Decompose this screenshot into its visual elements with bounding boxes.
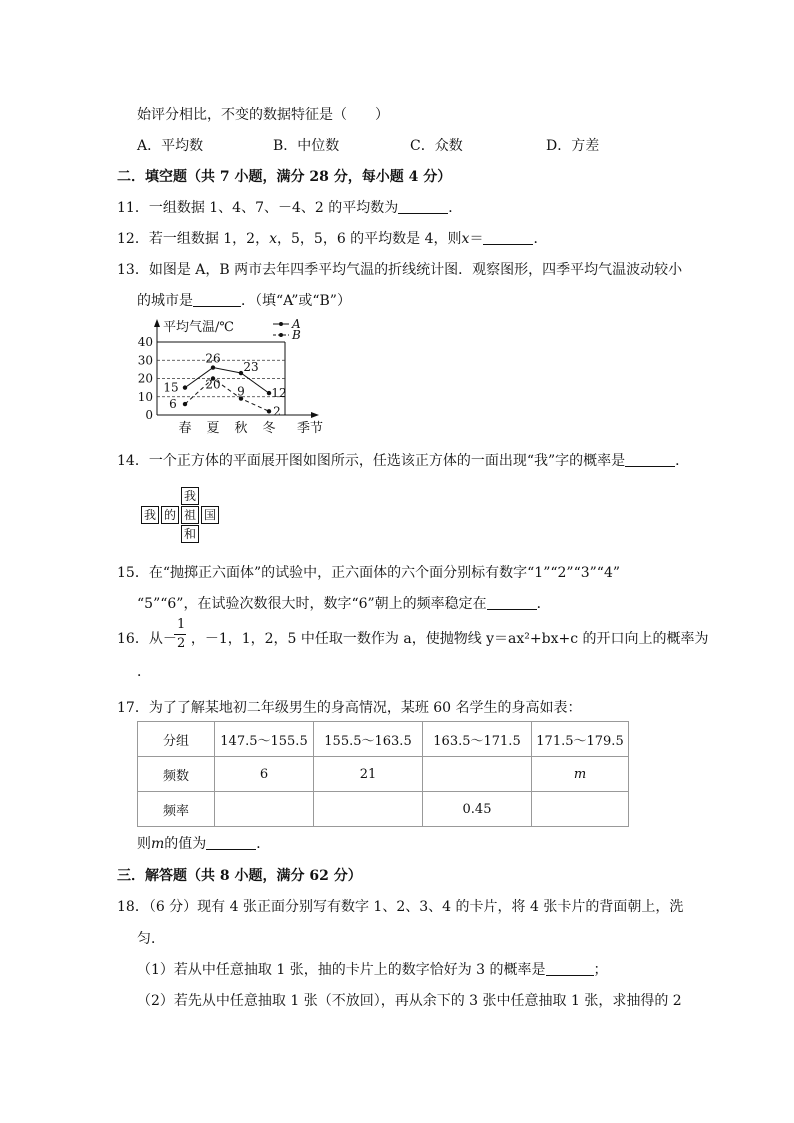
data-label-A: 12 bbox=[271, 386, 287, 401]
q17: 17．为了了解某地初二年级男生的身高情况，某班 60 名学生的身高如表： bbox=[117, 700, 582, 716]
q16-fraction-numerator: 1 bbox=[177, 617, 186, 632]
data-point-A bbox=[211, 365, 215, 369]
cube-face-3: 祖 bbox=[181, 506, 199, 524]
legend-label-B: B bbox=[292, 328, 301, 342]
y-tick-label: 30 bbox=[137, 353, 153, 368]
q10-option-b[interactable]: B．中位数 bbox=[273, 138, 340, 154]
height-frequency-table bbox=[137, 721, 629, 827]
section-2-title: 二．填空题（共 7 小题，满分 28 分，每小题 4 分） bbox=[117, 169, 452, 185]
table-cell: 147.5～155.5 bbox=[215, 722, 314, 757]
cube-face-1: 我 bbox=[141, 506, 159, 524]
x-tick-label: 夏 bbox=[206, 421, 220, 436]
q14-answer-blank[interactable] bbox=[625, 452, 675, 467]
cube-face-top: 我 bbox=[181, 487, 199, 505]
q18-part2: （2）若先从中任意抽取 1 张（不放回），再从余下的 3 张中任意抽取 1 张，求抽得的 2 bbox=[137, 993, 682, 1009]
table-cell: 171.5～179.5 bbox=[532, 722, 629, 757]
cube-face-2: 的 bbox=[161, 506, 179, 524]
q10-option-d[interactable]: D．方差 bbox=[546, 138, 600, 154]
q16-fraction-denominator: 2 bbox=[177, 636, 186, 651]
q10-tail: 始评分相比，不变的数据特征是（ ） bbox=[137, 107, 389, 123]
data-label-B: 6 bbox=[169, 397, 177, 412]
q15-line2: “5”“6”，在试验次数很大时，数字“6”朝上的频率稳定在 ． bbox=[137, 596, 551, 612]
data-point-A bbox=[183, 385, 187, 389]
legend-marker-B bbox=[279, 333, 283, 337]
table-cell bbox=[532, 792, 629, 827]
table-row bbox=[138, 792, 629, 827]
table-cell: 频数 bbox=[138, 757, 215, 792]
data-point-B bbox=[183, 402, 187, 406]
legend-label-A: A bbox=[292, 317, 301, 331]
q18-answer-blank[interactable] bbox=[546, 961, 594, 976]
table-cell bbox=[423, 757, 532, 792]
y-tick-label: 40 bbox=[137, 335, 153, 349]
q13-line2: 的城市是 ．（填“A”或“B”） bbox=[137, 293, 351, 309]
q17-answer-blank[interactable] bbox=[206, 835, 256, 850]
y-tick-label: 10 bbox=[137, 389, 153, 404]
q10-option-c[interactable]: C．众数 bbox=[410, 138, 463, 154]
series-line-B bbox=[185, 379, 269, 412]
q15-answer-blank[interactable] bbox=[487, 595, 537, 610]
cube-face-bottom: 和 bbox=[181, 525, 199, 543]
data-label-A: 23 bbox=[243, 360, 259, 375]
q13-line1: 13．如图是 A，B 两市去年四季平均气温的折线统计图．观察图形，四季平均气温波动较小 bbox=[117, 262, 683, 278]
y-axis-label: 平均气温/℃ bbox=[163, 320, 234, 335]
y-tick-label: 20 bbox=[137, 371, 153, 386]
q13-answer-blank[interactable] bbox=[193, 292, 241, 307]
data-label-B: 20 bbox=[205, 377, 221, 392]
q16: 16．从－ ，－1，1，2，5 中任取一数作为 a，使抛物线 y＝ax²+bx+c 的开口向上的概率为 bbox=[117, 631, 709, 647]
table-cell: 0.45 bbox=[423, 792, 532, 827]
q18-part1: （1）若从中任意抽取 1 张，抽的卡片上的数字恰好为 3 的概率是 ； bbox=[137, 962, 608, 978]
table-cell: 163.5～171.5 bbox=[423, 722, 532, 757]
data-label-A: 26 bbox=[205, 351, 221, 366]
legend-marker-A bbox=[279, 322, 283, 326]
data-point-B bbox=[267, 409, 271, 413]
q11-text: 11．一组数据 1、4、7、－4、2 的平均数为 bbox=[117, 200, 399, 216]
section-3-title: 三．解答题（共 8 小题，满分 62 分） bbox=[117, 868, 362, 884]
q12-answer-blank[interactable] bbox=[483, 230, 533, 245]
x-tick-label: 冬 bbox=[262, 421, 276, 436]
table-cell: 分组 bbox=[138, 722, 215, 757]
q16-end: ． bbox=[137, 664, 151, 680]
table-cell: 频率 bbox=[138, 792, 215, 827]
x-tick-label: 秋 bbox=[234, 421, 248, 436]
q18-line1: 18．（6 分）现有 4 张正面分别写有数字 1、2、3、4 的卡片，将 4 张卡片的背面朝上，洗 bbox=[117, 899, 684, 915]
q11-answer-blank[interactable] bbox=[398, 199, 448, 214]
table-cell: 155.5～163.5 bbox=[314, 722, 423, 757]
q17-after: 则m的值为 ． bbox=[137, 836, 271, 852]
y-axis-arrow-icon bbox=[154, 319, 160, 327]
x-tick-label: 春 bbox=[178, 421, 192, 436]
q15-line1: 15．在“抛掷正六面体”的试验中，正六面体的六个面分别标有数字“1”“2”“3”“4” bbox=[117, 565, 621, 581]
q14: 14．一个正方体的平面展开图如图所示，任选该正方体的一面出现“我”字的概率是 ． bbox=[117, 453, 690, 469]
x-axis-label: 季节 bbox=[296, 421, 323, 436]
table-row bbox=[138, 722, 629, 757]
q10-option-a[interactable]: A．平均数 bbox=[137, 138, 204, 154]
data-label-A: 15 bbox=[163, 380, 179, 395]
x-axis-arrow-icon bbox=[311, 412, 319, 418]
q11: 11．一组数据 1、4、7、－4、2 的平均数为 ． bbox=[117, 200, 463, 216]
table-cell: 21 bbox=[314, 757, 423, 792]
table-cell bbox=[215, 792, 314, 827]
cube-face-4: 国 bbox=[201, 506, 219, 524]
y-tick-label: 0 bbox=[145, 408, 153, 422]
q18-line2: 匀． bbox=[137, 931, 165, 947]
table-cell bbox=[314, 792, 423, 827]
data-label-B: 2 bbox=[273, 404, 281, 419]
table-cell: m bbox=[532, 757, 629, 792]
q12: 12．若一组数据 1，2，x，5，5，6 的平均数是 4，则x＝ ． bbox=[117, 231, 548, 247]
q16-fraction-bar bbox=[174, 634, 186, 635]
table-row bbox=[138, 757, 629, 792]
data-label-B: 9 bbox=[237, 384, 245, 399]
temperature-line-chart bbox=[135, 315, 335, 440]
table-cell: 6 bbox=[215, 757, 314, 792]
